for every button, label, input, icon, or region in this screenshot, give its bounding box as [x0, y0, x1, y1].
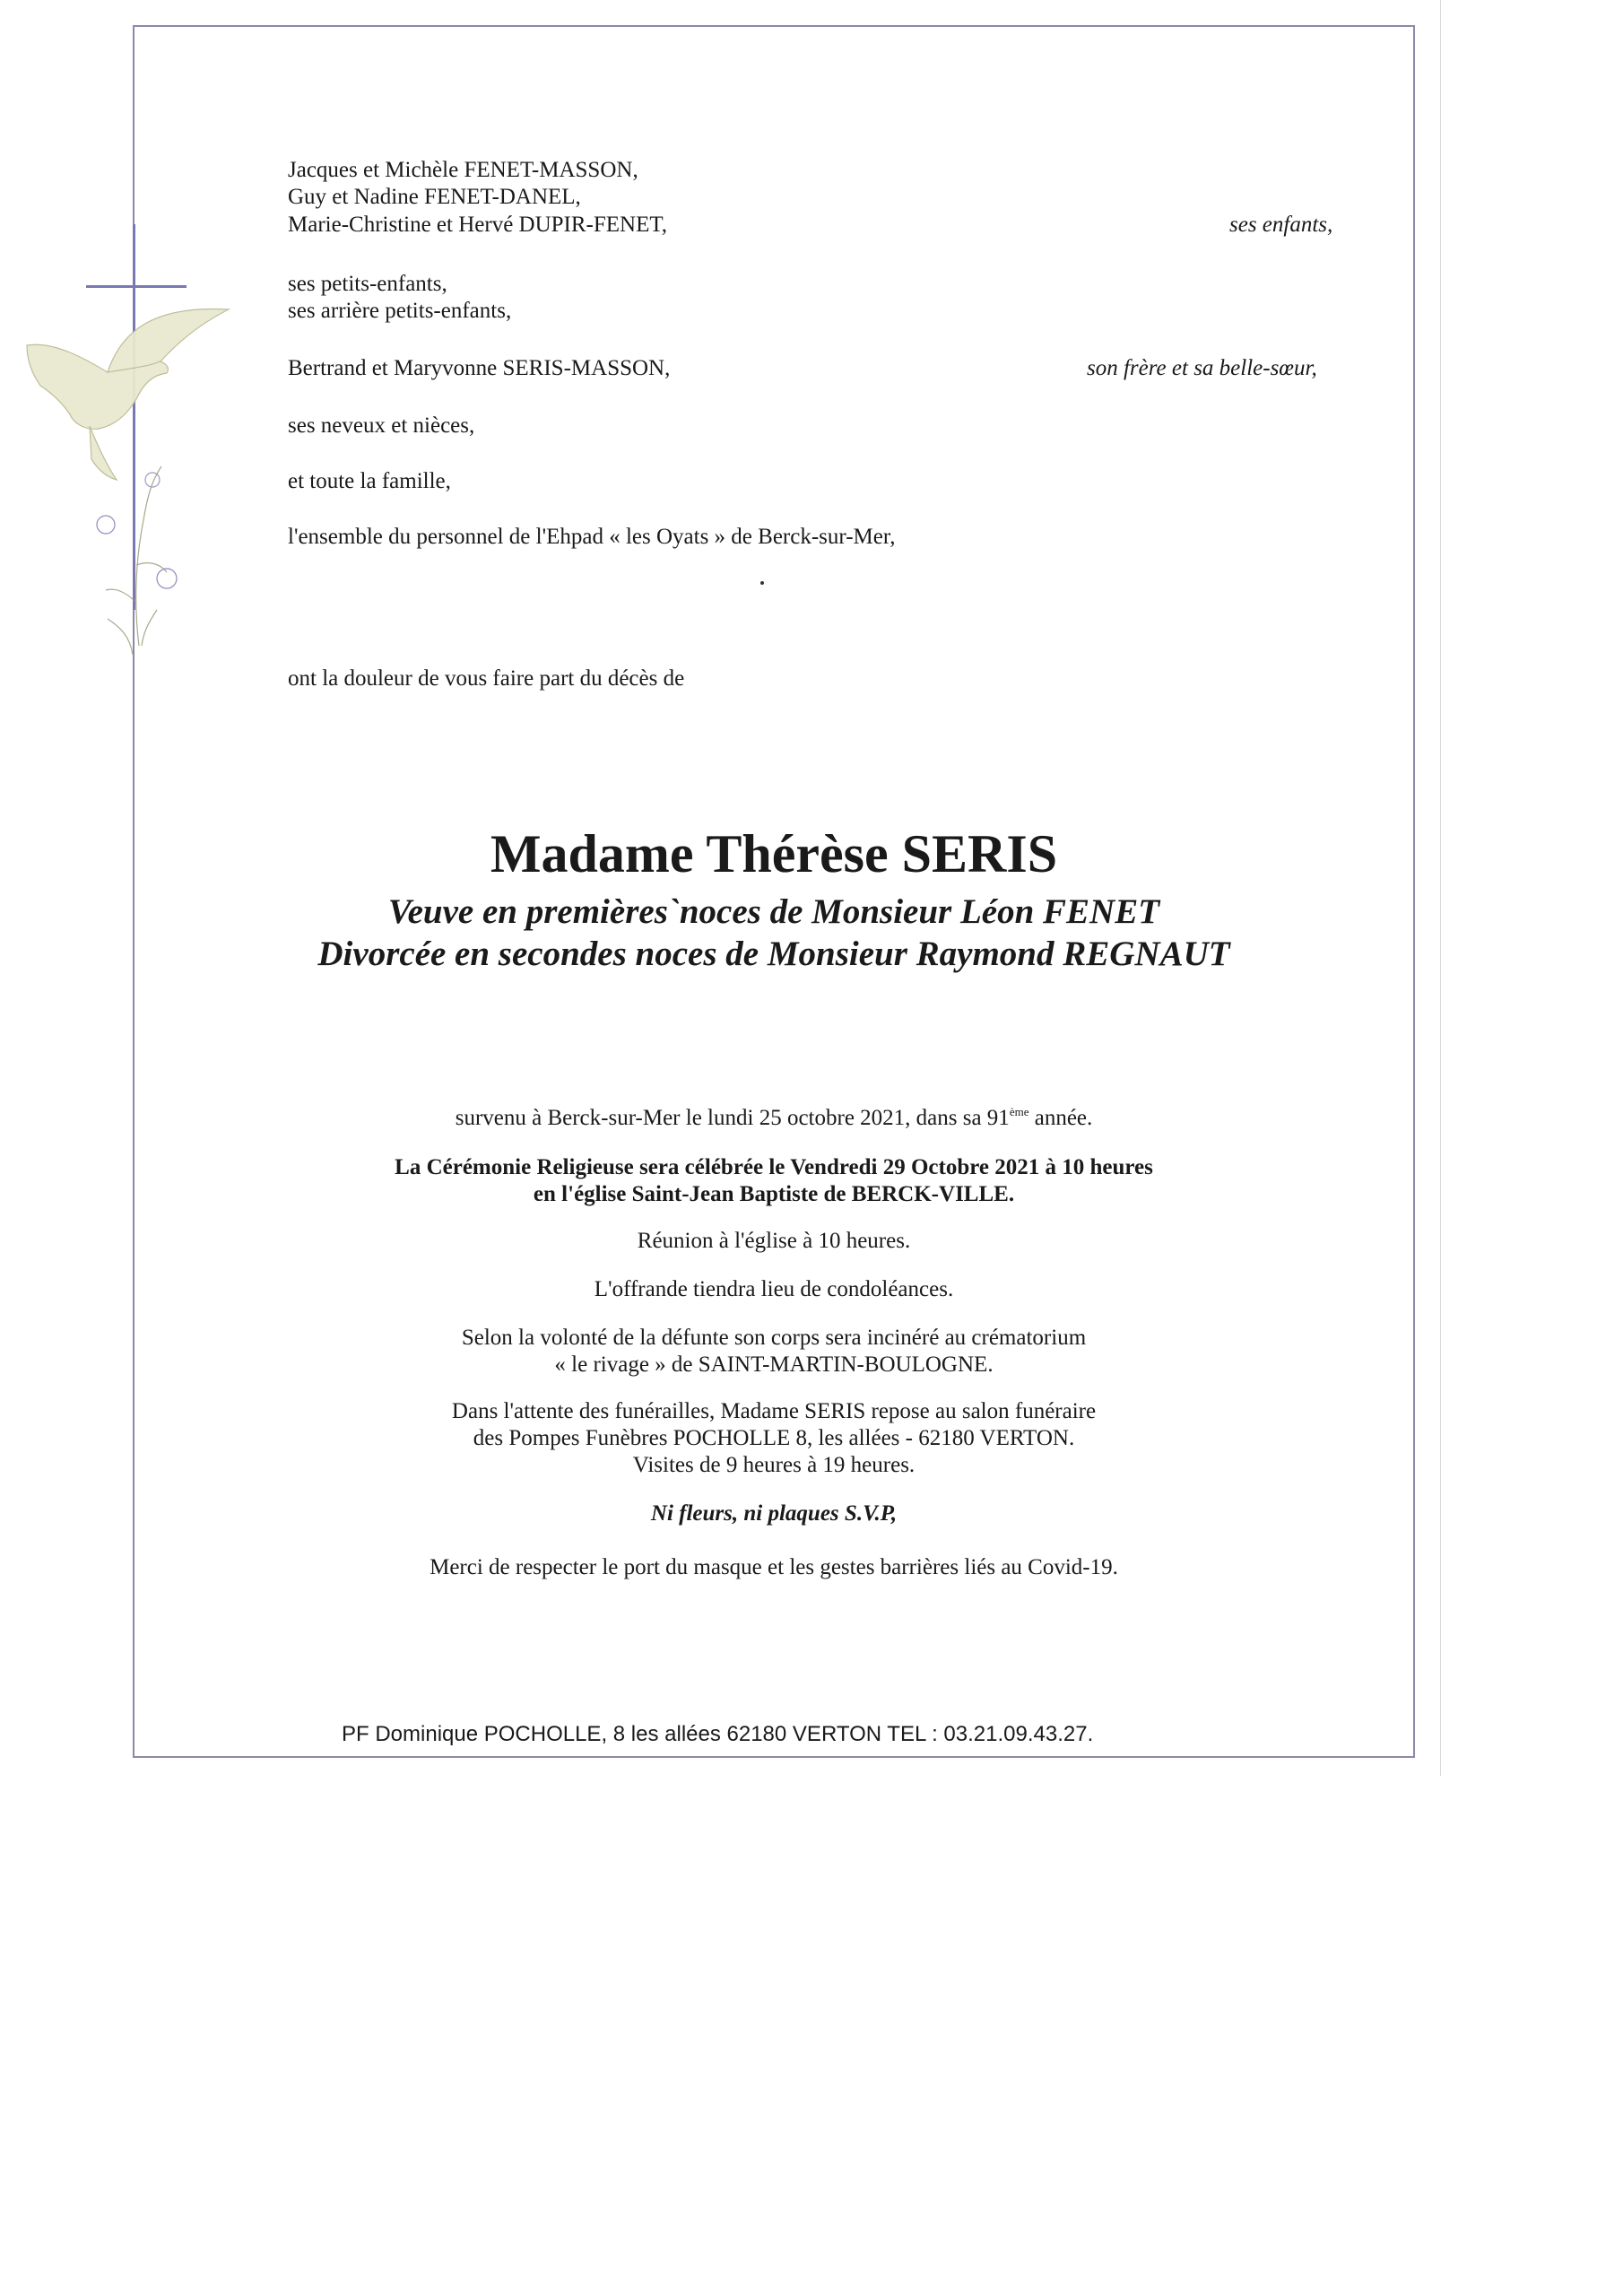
cremation-line-2: « le rivage » de SAINT-MARTIN-BOULOGNE. — [554, 1352, 994, 1377]
announcement: ont la douleur de vous faire part du décès de — [288, 666, 685, 691]
meeting: Réunion à l'église à 10 heures. — [637, 1229, 911, 1253]
sibling-relation: son frère et sa belle-sœur, — [1087, 356, 1317, 380]
grandchildren: ses petits-enfants, — [288, 272, 447, 296]
flower-icon — [97, 466, 177, 655]
rest-line-2: des Pompes Funèbres POCHOLLE 8, les allées - 62180 VERTON. — [473, 1426, 1075, 1450]
child-2: Guy et Nadine FENET-DANEL, — [288, 185, 581, 209]
scan-speck — [760, 581, 764, 585]
ceremony-line-1: La Cérémonie Religieuse sera célébrée le Vendredi 29 Octobre 2021 à 10 heures — [395, 1155, 1153, 1179]
second-marriage: Divorcée en secondes noces de Monsieur Raymond REGNAUT — [317, 935, 1230, 973]
nephews: ses neveux et nièces, — [288, 413, 475, 438]
offering: L'offrande tiendra lieu de condoléances. — [594, 1277, 954, 1301]
death-line: survenu à Berck-sur-Mer le lundi 25 octobre 2021, dans sa 91ème année. — [455, 1105, 1093, 1130]
cross-icon — [133, 224, 135, 610]
page-edge-line — [1440, 0, 1441, 1776]
sibling: Bertrand et Maryvonne SERIS-MASSON, — [288, 356, 671, 380]
deceased-name: Madame Thérèse SERIS — [490, 824, 1058, 883]
child-3: Marie-Christine et Hervé DUPIR-FENET, — [288, 213, 668, 237]
family-all: et toute la famille, — [288, 469, 451, 493]
dove-icon — [27, 309, 229, 480]
first-marriage: Veuve en premières`noces de Monsieur Léon FENET — [387, 892, 1160, 931]
ceremony-line-2: en l'église Saint-Jean Baptiste de BERCK-VILLE. — [533, 1182, 1015, 1206]
staff: l'ensemble du personnel de l'Ehpad « les Oyats » de Berck-sur-Mer, — [288, 525, 896, 549]
cross-dove-ornament — [0, 224, 233, 691]
cremation-line-1: Selon la volonté de la défunte son corps sera incinéré au crématorium — [461, 1326, 1087, 1350]
rest-line-1: Dans l'attente des funérailles, Madame SERIS repose au salon funéraire — [451, 1399, 1097, 1423]
covid-note: Merci de respecter le port du masque et les gestes barrières liés au Covid-19. — [430, 1555, 1118, 1579]
flowers-note: Ni fleurs, ni plaques S.V.P, — [650, 1501, 898, 1526]
great-grandchildren: ses arrière petits-enfants, — [288, 299, 512, 323]
rest-line-3: Visites de 9 heures à 19 heures. — [632, 1453, 916, 1477]
children-relation: ses enfants, — [1229, 213, 1333, 237]
funeral-home-footer: PF Dominique POCHOLLE, 8 les allées 62180 VERTON TEL : 03.21.09.43.27. — [342, 1722, 1094, 1746]
child-1: Jacques et Michèle FENET-MASSON, — [288, 158, 638, 182]
